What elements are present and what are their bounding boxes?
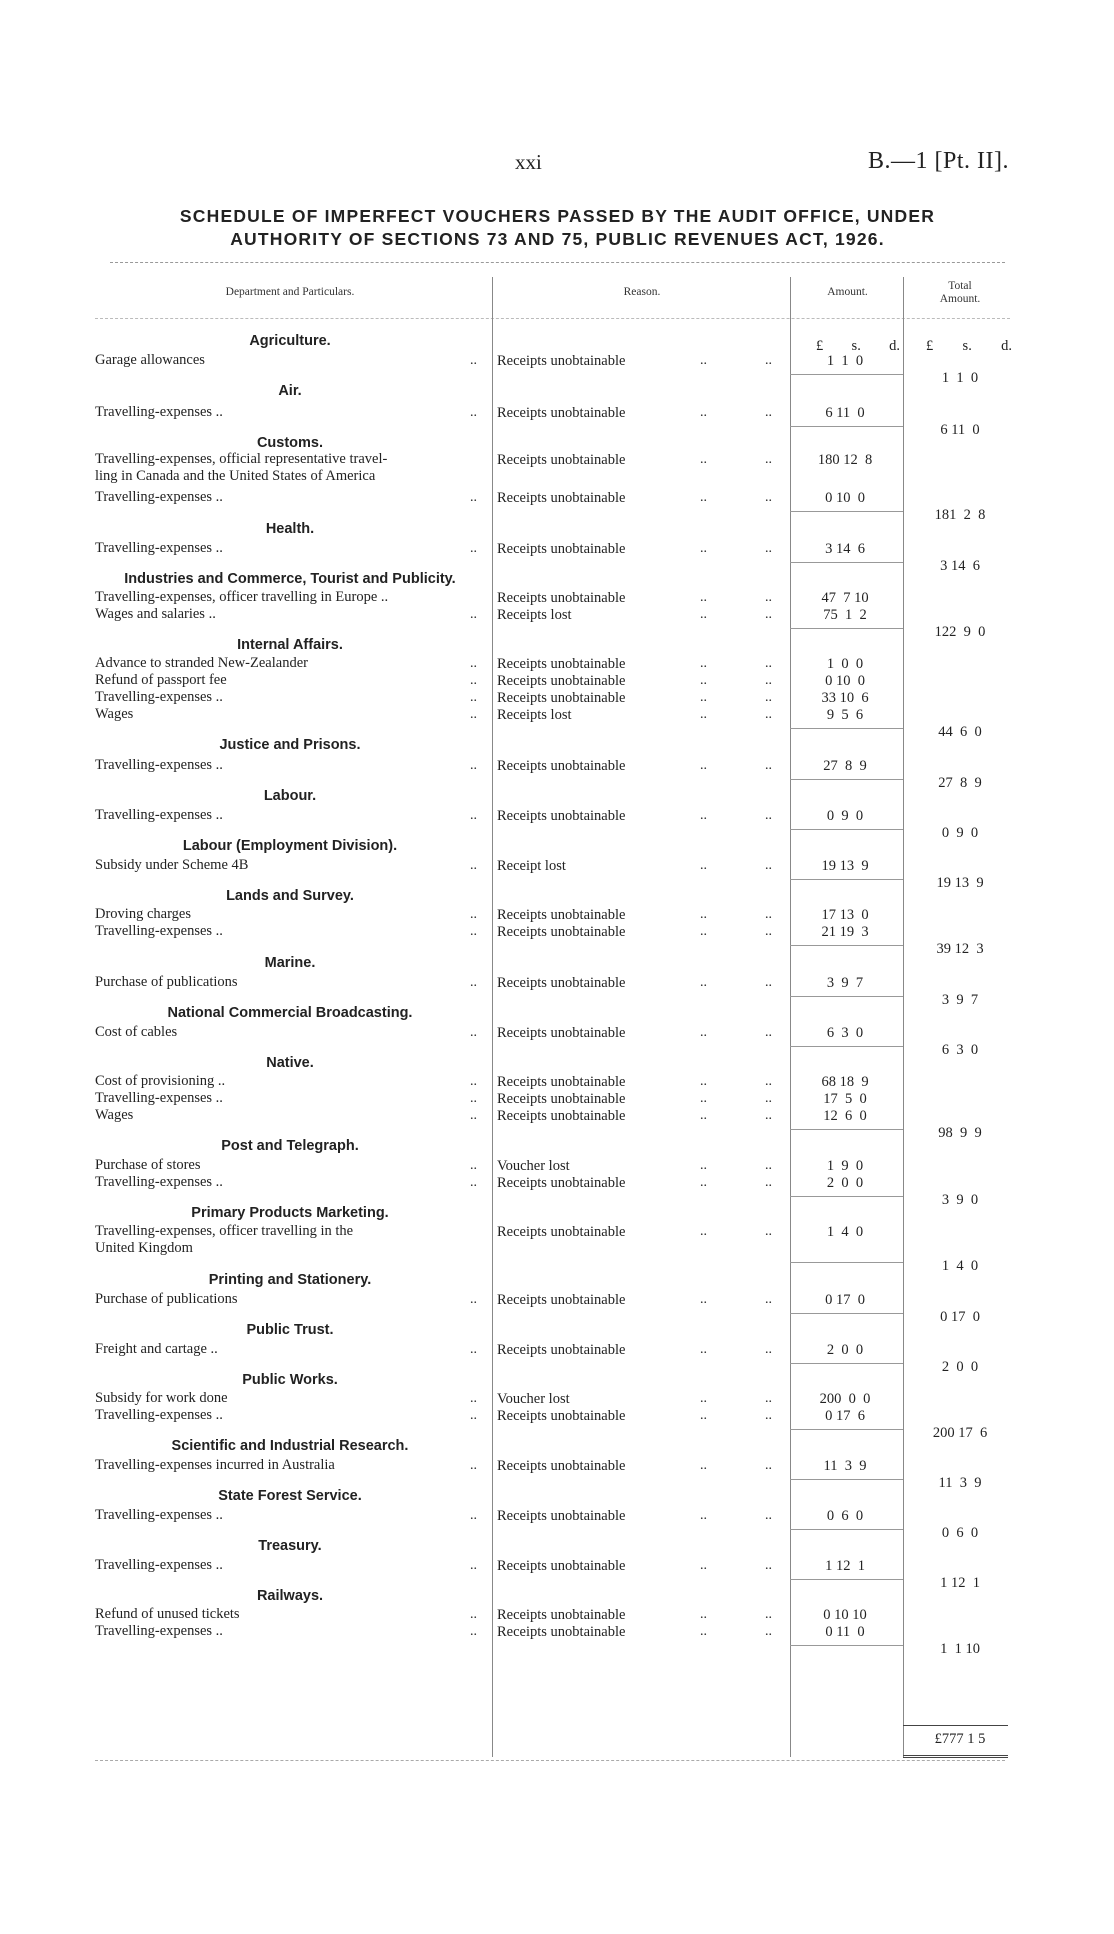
subtotal-rule [790,374,903,375]
reason: Receipts unobtainable [497,907,626,923]
leader-dots: .. [470,975,477,990]
leader-dots: .. [700,1558,707,1573]
leader-dots: .. [700,1224,707,1239]
leader-dots: .. [700,1624,707,1639]
leader-dots: .. [470,1408,477,1423]
total-amount: 19 13 9 [936,875,984,891]
particulars: Travelling-expenses, officer travelling in the [95,1223,354,1239]
reason: Receipt lost [497,858,566,874]
leader-dots: .. [700,452,707,467]
leader-dots: .. [470,1624,477,1639]
total-amount: 3 9 7 [941,992,979,1008]
amount: 1 1 0 [826,353,864,369]
subtotal-rule [790,426,903,427]
amount: 17 5 0 [823,1091,867,1107]
grand-total-rule-bottom [903,1755,1008,1758]
leader-dots: .. [700,707,707,722]
leader-dots: .. [700,656,707,671]
particulars: Travelling-expenses .. [95,1407,223,1423]
particulars: Cost of cables [95,1024,178,1040]
amount: 6 3 0 [826,1025,864,1041]
amount: 1 0 0 [826,656,864,672]
leader-dots: .. [765,1224,772,1239]
department-heading: Public Works. [242,1372,338,1388]
particulars: Travelling-expenses .. [95,404,223,420]
leader-dots: .. [470,1175,477,1190]
leader-dots: .. [470,758,477,773]
leader-dots: .. [765,656,772,671]
amount-pence: d. [889,338,900,354]
department-heading: Labour (Employment Division). [182,838,398,854]
department-heading: Air. [278,383,302,399]
department-heading: Health. [265,521,315,537]
leader-dots: .. [765,673,772,688]
leader-dots: .. [700,490,707,505]
subtotal-rule [790,1262,903,1263]
particulars: Travelling-expenses .. [95,540,223,556]
leader-dots: .. [470,405,477,420]
subtotal-rule [790,1046,903,1047]
leader-dots: .. [470,808,477,823]
subtotal-rule [790,728,903,729]
leader-dots: .. [765,607,772,622]
leader-dots: .. [765,405,772,420]
leader-dots: .. [765,1108,772,1123]
leader-dots: .. [470,353,477,368]
leader-dots: .. [470,858,477,873]
department-heading: Public Trust. [246,1322,334,1338]
department-heading: Scientific and Industrial Research. [171,1438,409,1454]
reason: Receipts unobtainable [497,1292,626,1308]
leader-dots: .. [700,1175,707,1190]
department-heading: Justice and Prisons. [219,737,361,753]
title-line-2: AUTHORITY OF SECTIONS 73 AND 75, PUBLIC REVENUES ACT, 1926. [230,229,885,249]
leader-dots: .. [470,1292,477,1307]
reason: Receipts unobtainable [497,690,626,706]
amount: 6 11 0 [825,405,865,421]
particulars: Subsidy under Scheme 4B [95,857,249,873]
leader-dots: .. [470,656,477,671]
reason: Receipts unobtainable [497,490,626,506]
column-header-total [905,280,1015,306]
amount: 1 9 0 [826,1158,864,1174]
reason: Receipts unobtainable [497,1108,626,1124]
leader-dots: .. [700,1025,707,1040]
total-amount: 11 3 9 [938,1475,982,1491]
particulars: Travelling-expenses .. [95,1623,223,1639]
particulars: Wages and salaries .. [95,606,216,622]
reason: Receipts unobtainable [497,758,626,774]
reason: Receipts unobtainable [497,1025,626,1041]
particulars: Travelling-expenses, official representative travel- [95,451,388,467]
leader-dots: .. [765,858,772,873]
subtotal-rule [790,1196,903,1197]
subtotal-rule [790,1479,903,1480]
leader-dots: .. [765,590,772,605]
particulars: Garage allowances [95,352,205,368]
amount: 3 9 7 [826,975,864,991]
amount: 3 14 6 [825,541,865,557]
leader-dots: .. [765,1025,772,1040]
top-rule [110,262,1005,263]
amount: 75 1 2 [823,607,867,623]
total-amount: 1 12 1 [940,1575,980,1591]
leader-dots: .. [765,452,772,467]
department-heading: Industries and Commerce, Tourist and Publicity. [124,571,456,587]
column-divider-amount [790,277,791,1757]
reason: Receipts lost [497,607,572,623]
leader-dots: .. [700,1158,707,1173]
particulars: Travelling-expenses .. [95,807,223,823]
total-amount: 98 9 9 [938,1125,982,1141]
particulars: Wages [95,1107,134,1123]
grand-total: £777 1 5 [934,1731,986,1747]
reason: Receipts unobtainable [497,1558,626,1574]
amount: 33 10 6 [821,690,869,706]
amount: 1 12 1 [825,1558,865,1574]
reason: Receipts unobtainable [497,924,626,940]
amount: 0 17 6 [825,1408,865,1424]
particulars: Travelling-expenses, officer travelling in Europe .. [95,589,389,605]
leader-dots: .. [470,1342,477,1357]
leader-dots: .. [700,1108,707,1123]
leader-dots: .. [765,1558,772,1573]
subtotal-rule [790,1129,903,1130]
particulars: Advance to stranded New-Zealander [95,655,308,671]
amount: 12 6 0 [823,1108,867,1124]
particulars: Travelling-expenses .. [95,1507,223,1523]
leader-dots: .. [700,1408,707,1423]
amount: 0 6 0 [826,1508,864,1524]
total-amount: 3 9 0 [941,1192,979,1208]
particulars: Travelling-expenses .. [95,489,223,505]
leader-dots: .. [700,808,707,823]
particulars: Subsidy for work done [95,1390,228,1406]
leader-dots: .. [700,1458,707,1473]
leader-dots: .. [470,1074,477,1089]
reason: Receipts unobtainable [497,1458,626,1474]
subtotal-rule [790,1529,903,1530]
column-header-total-2: Amount. [939,293,981,305]
amount: 0 10 10 [823,1607,867,1623]
leader-dots: .. [765,1391,772,1406]
particulars: United Kingdom [95,1240,193,1256]
reason: Voucher lost [497,1391,570,1407]
particulars: Travelling-expenses .. [95,757,223,773]
amount: 0 9 0 [826,808,864,824]
department-heading: National Commercial Broadcasting. [167,1005,413,1021]
leader-dots: .. [700,673,707,688]
leader-dots: .. [470,1508,477,1523]
leader-dots: .. [470,1607,477,1622]
leader-dots: .. [700,975,707,990]
total-amount: 1 4 0 [941,1258,979,1274]
particulars: Travelling-expenses incurred in Australia [95,1457,335,1473]
leader-dots: .. [700,1607,707,1622]
reason: Receipts unobtainable [497,1091,626,1107]
leader-dots: .. [765,924,772,939]
total-shillings: s. [962,338,972,354]
total-amount: 181 2 8 [934,507,986,523]
leader-dots: .. [470,1108,477,1123]
bottom-rule [95,1760,1005,1761]
leader-dots: .. [470,924,477,939]
leader-dots: .. [700,1292,707,1307]
leader-dots: .. [700,858,707,873]
amount: 9 5 6 [826,707,864,723]
leader-dots: .. [470,541,477,556]
reason: Receipts unobtainable [497,1607,626,1623]
leader-dots: .. [470,690,477,705]
department-heading: Native. [266,1055,314,1071]
leader-dots: .. [470,707,477,722]
subtotal-rule [790,628,903,629]
reason: Receipts unobtainable [497,1074,626,1090]
subtotal-rule [790,829,903,830]
total-amount: 1 1 0 [941,370,979,386]
grand-total-rule-top [903,1725,1008,1726]
amount: 1 4 0 [826,1224,864,1240]
reason: Receipts unobtainable [497,1342,626,1358]
leader-dots: .. [765,1408,772,1423]
particulars: Travelling-expenses .. [95,1174,223,1190]
leader-dots: .. [765,1624,772,1639]
reason: Receipts unobtainable [497,975,626,991]
total-amount: 122 9 0 [934,624,986,640]
total-pence: d. [1001,338,1012,354]
leader-dots: .. [470,1391,477,1406]
leader-dots: .. [470,1458,477,1473]
total-amount: 0 9 0 [941,825,979,841]
amount: 2 0 0 [826,1175,864,1191]
particulars: Travelling-expenses .. [95,923,223,939]
department-heading: Printing and Stationery. [208,1272,372,1288]
total-amount: 200 17 6 [932,1425,988,1441]
department-heading: Marine. [264,955,316,971]
leader-dots: .. [700,405,707,420]
particulars: Refund of passport fee [95,672,227,688]
amount: 27 8 9 [823,758,867,774]
page-number: xxi [515,150,542,174]
leader-dots: .. [700,1391,707,1406]
total-amount: 0 17 0 [940,1309,980,1325]
column-divider-reason [492,277,493,1757]
leader-dots: .. [765,758,772,773]
subtotal-rule [790,562,903,563]
leader-dots: .. [700,607,707,622]
particulars: Travelling-expenses .. [95,1090,223,1106]
leader-dots: .. [470,1091,477,1106]
reason: Receipts unobtainable [497,808,626,824]
leader-dots: .. [700,758,707,773]
department-heading: Internal Affairs. [237,637,343,653]
total-amount: 2 0 0 [941,1359,979,1375]
amount-pound: £ [816,338,824,354]
subtotal-rule [790,779,903,780]
subtotal-rule [790,1579,903,1580]
leader-dots: .. [765,490,772,505]
total-amount: 1 1 10 [940,1641,980,1657]
reason: Receipts unobtainable [497,1624,626,1640]
amount-shillings: s. [851,338,861,354]
leader-dots: .. [700,924,707,939]
subtotal-rule [790,1363,903,1364]
leader-dots: .. [700,907,707,922]
total-currency-heading [926,338,1012,355]
leader-dots: .. [765,808,772,823]
total-amount: 3 14 6 [940,558,980,574]
leader-dots: .. [470,907,477,922]
amount: 180 12 8 [817,452,873,468]
leader-dots: .. [765,907,772,922]
column-header-dept: Department and Particulars. [225,286,355,298]
leader-dots: .. [700,690,707,705]
subtotal-rule [790,996,903,997]
reason: Receipts unobtainable [497,656,626,672]
particulars: Travelling-expenses .. [95,1557,223,1573]
leader-dots: .. [765,1458,772,1473]
leader-dots: .. [700,590,707,605]
department-heading: Treasury. [258,1538,322,1554]
total-amount: 0 6 0 [941,1525,979,1541]
leader-dots: .. [765,1292,772,1307]
department-heading: State Forest Service. [218,1488,362,1504]
amount: 200 0 0 [819,1391,871,1407]
subtotal-rule [790,1429,903,1430]
amount: 47 7 10 [821,590,869,606]
reason: Receipts unobtainable [497,452,626,468]
leader-dots: .. [700,353,707,368]
leader-dots: .. [470,1558,477,1573]
leader-dots: .. [700,1091,707,1106]
particulars: Refund of unused tickets [95,1606,240,1622]
leader-dots: .. [470,1158,477,1173]
column-header-total-1: Total [948,280,972,292]
amount: 0 10 0 [825,673,865,689]
leader-dots: .. [765,707,772,722]
department-heading: Post and Telegraph. [221,1138,359,1154]
leader-dots: .. [700,541,707,556]
amount: 19 13 9 [821,858,869,874]
department-heading: Primary Products Marketing. [191,1205,389,1221]
leader-dots: .. [765,541,772,556]
subtotal-rule [790,879,903,880]
amount: 0 11 0 [825,1624,865,1640]
department-heading: Lands and Survey. [226,888,354,904]
reason: Receipts unobtainable [497,673,626,689]
amount: 0 17 0 [825,1292,865,1308]
reason: Receipts unobtainable [497,541,626,557]
column-header-reason: Reason. [623,286,661,298]
leader-dots: .. [470,490,477,505]
reason: Receipts unobtainable [497,1408,626,1424]
title-line-1: SCHEDULE OF IMPERFECT VOUCHERS PASSED BY THE AUDIT OFFICE, UNDER [179,206,936,226]
amount: 2 0 0 [826,1342,864,1358]
reason: Receipts unobtainable [497,405,626,421]
particulars: Wages [95,706,134,722]
reason: Receipts unobtainable [497,353,626,369]
total-amount: 6 11 0 [940,422,980,438]
header-bottom-rule [95,318,1010,319]
leader-dots: .. [470,1025,477,1040]
particulars: Freight and cartage .. [95,1341,218,1357]
total-amount: 39 12 3 [936,941,984,957]
leader-dots: .. [765,1175,772,1190]
subtotal-rule [790,945,903,946]
department-heading: Railways. [256,1588,324,1604]
department-heading: Labour. [263,788,317,804]
leader-dots: .. [700,1342,707,1357]
particulars: Cost of provisioning .. [95,1073,226,1089]
leader-dots: .. [765,1158,772,1173]
leader-dots: .. [765,1508,772,1523]
leader-dots: .. [765,1607,772,1622]
department-heading: Customs. [256,435,324,451]
leader-dots: .. [765,1091,772,1106]
document-reference: B.—1 [Pt. II]. [868,148,1009,174]
leader-dots: .. [765,1342,772,1357]
reason: Receipts unobtainable [497,1175,626,1191]
leader-dots: .. [470,607,477,622]
total-pound: £ [926,338,934,354]
reason: Receipts unobtainable [497,1508,626,1524]
total-amount: 44 6 0 [938,724,982,740]
total-amount: 27 8 9 [938,775,982,791]
amount: 17 13 0 [821,907,869,923]
leader-dots: .. [470,673,477,688]
amount: 68 18 9 [821,1074,869,1090]
column-divider-total [903,277,904,1757]
particulars: Droving charges [95,906,191,922]
reason: Receipts unobtainable [497,590,626,606]
leader-dots: .. [765,975,772,990]
amount: 0 10 0 [825,490,865,506]
subtotal-rule [790,1313,903,1314]
amount: 21 19 3 [821,924,869,940]
subtotal-rule [790,1645,903,1646]
department-heading: Agriculture. [249,333,331,349]
particulars: ling in Canada and the United States of America [95,468,376,484]
leader-dots: .. [700,1074,707,1089]
column-header-amount: Amount. [827,286,868,298]
reason: Receipts lost [497,707,572,723]
reason: Voucher lost [497,1158,570,1174]
leader-dots: .. [765,690,772,705]
particulars: Purchase of publications [95,974,238,990]
leader-dots: .. [700,1508,707,1523]
subtotal-rule [790,511,903,512]
amount: 11 3 9 [823,1458,867,1474]
particulars: Travelling-expenses .. [95,689,223,705]
leader-dots: .. [765,1074,772,1089]
total-amount: 6 3 0 [941,1042,979,1058]
leader-dots: .. [765,353,772,368]
reason: Receipts unobtainable [497,1224,626,1240]
schedule-title [80,205,1035,251]
particulars: Purchase of stores [95,1157,201,1173]
particulars: Purchase of publications [95,1291,238,1307]
